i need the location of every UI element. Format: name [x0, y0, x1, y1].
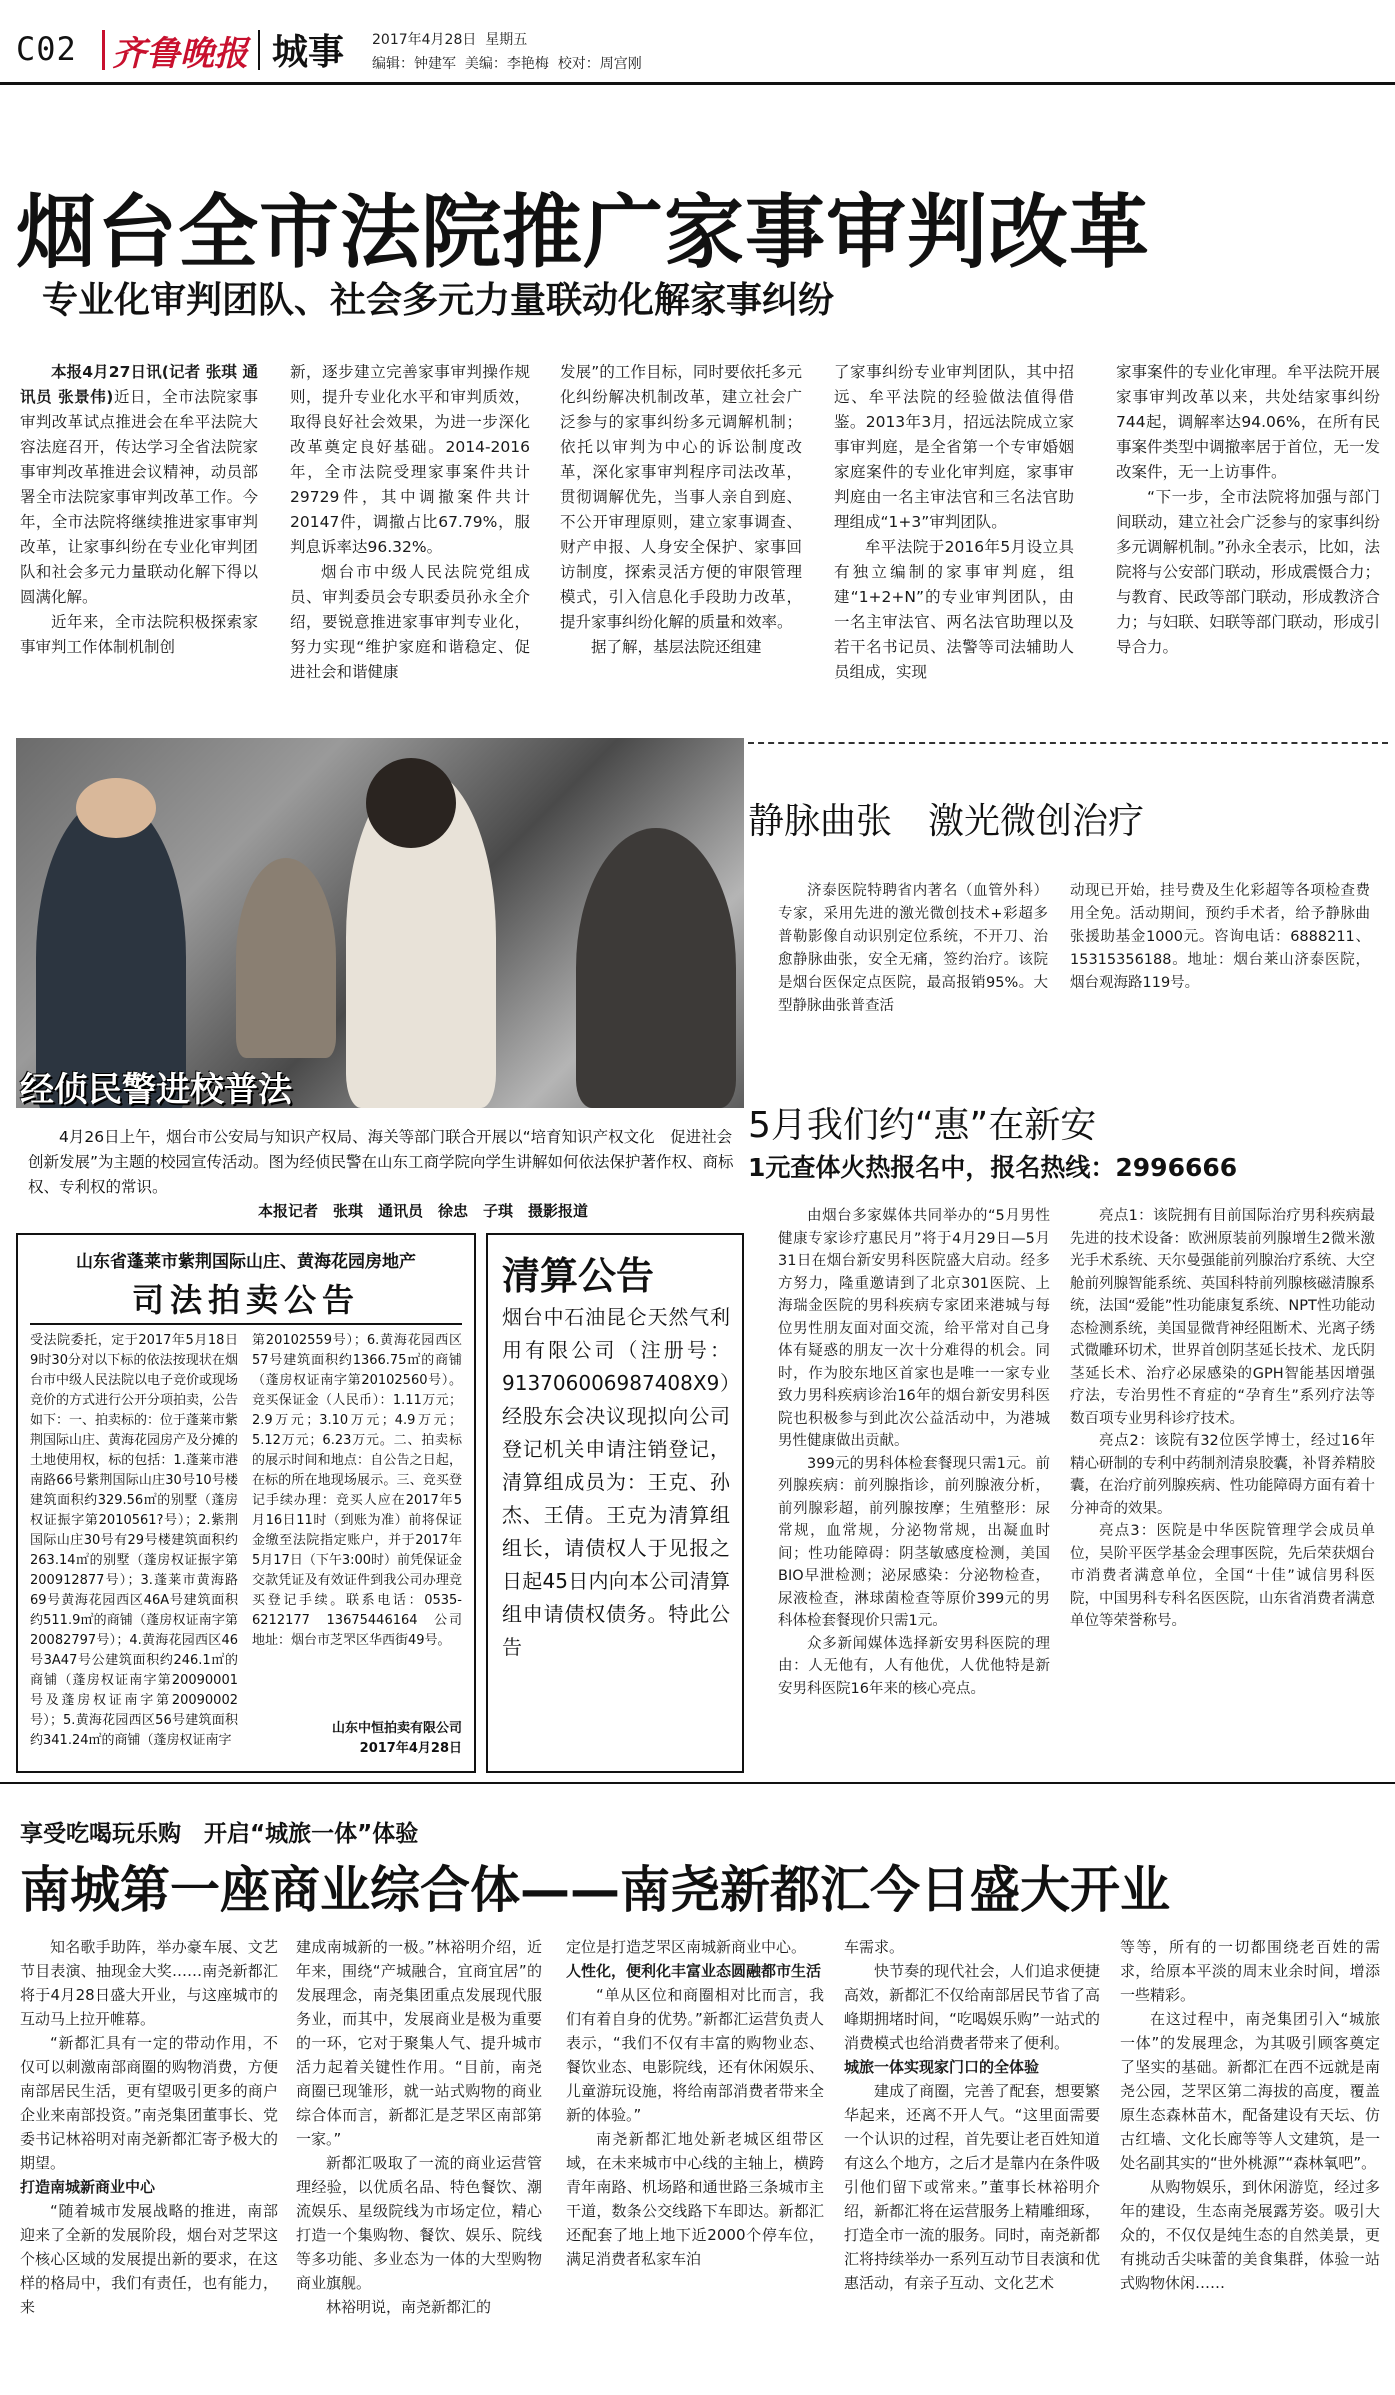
health-ad-col-1	[778, 1205, 1050, 1770]
article-text: 定位是打造芝罘区南城新商业中心。	[566, 1938, 807, 1956]
main-headline: 烟台全市法院推广家事审判改革	[16, 186, 1150, 279]
main-subhead: 专业化审判团队、社会多元力量联动化解家事纠纷	[42, 280, 835, 321]
issue-weekday: 星期五	[485, 32, 528, 48]
photo-figure	[366, 758, 456, 848]
ad-text: 动现已开始，挂号费及生化彩超等各项检查费用全免。活动期间，预约手术者，给予静脉曲张援助基金1000元。咨询电话：6888211、15315356188。地址：烟台莱山济泰医院，烟台观海路119号。	[1070, 883, 1370, 991]
ad-text: 亮点1：该院拥有目前国际治疗男科疾病最先进的技术设备：欧洲原装前列腺增生2微米激光手术系统、天尔曼强能前列腺治疗系统、大空舱前列腺智能系统、英国科特前列腺核磁清腺系统，法国“爱能”性功能康复系统、NPT性功能动态检测系统，美国显微背神经阻断术、光离子绣式微雕环切术，世界首创阴茎延长技术、龙氏阴茎延长术、治疗必尿感染的GPH智能基因增强疗法，专治男性不育症的“孕育生”系列疗法等数百项专业男科诊疗技术。	[1070, 1208, 1375, 1427]
auction-ad-title: 山东省蓬莱市紫荆国际山庄、黄海花园房地产	[76, 1252, 416, 1272]
mall-article-col-2	[296, 1935, 542, 2385]
photo-figure	[576, 828, 736, 1108]
mall-article-col-5	[1120, 1935, 1380, 2385]
article-text: 林裕明说，南尧新都汇的	[326, 2298, 492, 2316]
article-text: 建成了商圈，完善了配套，想要繁华起来，还离不开人气。“这里面需要一个认识的过程，首先要让老百姓知道有这么个地方，之后才是靠内在条件吸引他们留下或常来。”董事长林裕明介绍，新都汇将在运营服务上精雕细琢，打造全市一流的服务。同时，南尧新都汇将持续举办一系列互动节目表演和优惠活动，有亲子互动、文化艺术	[844, 2082, 1100, 2292]
auction-ad-signature	[252, 1719, 462, 1759]
article-text: 车需求。	[844, 1938, 905, 1956]
photo-figure	[76, 778, 156, 838]
newspaper-logo: 齐鲁晚报	[112, 34, 248, 74]
article-text: 近年来，全市法院积极探索家事审判工作体制机制创	[20, 613, 258, 656]
article-text: 建成南城新的一极。”林裕明介绍，近年来，围绕“产城融合，宜商宜居”的发展理念，南尧集团重点发展现代服务业，而其中，发展商业是极为重要的一环，它对于聚集人气、提升城市活力起着关键性作用。“目前，南尧商圈已现雏形，就一站式购物的商业综合体而言，新都汇是芝罘区南部第一家。”	[296, 1938, 542, 2148]
notice-title: 清算公告	[502, 1254, 655, 1298]
article-subheading: 打造南城新商业中心	[20, 2178, 156, 2196]
photo-figure	[236, 858, 336, 1058]
mall-headline: 南城第一座商业综合体——南尧新都汇今日盛大开业	[20, 1861, 1170, 1919]
article-text: 知名歌手助阵，举办豪车展、文艺节目表演、抽现金大奖……南尧新都汇将于4月28日盛大开业，与这座城市的互动马上拉开帷幕。	[20, 1938, 278, 2028]
notice-body: 烟台中石油昆仑天然气利用有限公司（注册号：913706006987408X9）经股东会决议现拟向公司登记机关申请注销登记，清算组成员为：王克、孙杰、王倩。王克为清算组组长，请债权人于见报之日起45日内向本公司清算组申请债权债务。特此公告	[502, 1305, 730, 1659]
photo-caption: 经侦民警进校普法	[20, 1070, 292, 1110]
health-ad-title: 5月我们约“惠”在新安	[748, 1105, 1097, 1146]
auction-ad-body-right: 第20102559号）；6.黄海花园西区57号建筑面积约1366.75㎡的商铺（蓬房权证南字第20102560号）。竞买保证金（人民币）：1.11万元；2.9万元；3.10万元；4.9万元；5.12万元；6.23万元。二、拍卖标的展示时间和地点：自公告之日起，在标的所在地现场展示。三、竞买登记手续办理：竞买人应在2017年5月16日11时（到账为准）前将保证金缴至法院指定账户，并于2017年5月17日（下午3:00时）前凭保证金交款凭证及有效证件到我公司办理竞买登记手续。联系电话：0535-6212177 13675446164 公司地址：烟台市芝罘区华西街49号。	[252, 1333, 462, 1648]
header-meta	[372, 28, 642, 76]
main-article-col-2	[290, 360, 530, 730]
main-article-col-5	[1116, 360, 1380, 730]
article-text: 烟台市中级人民法院党组成员、审判委员会专职委员孙永全介绍，要锐意推进家事审判专业化，努力实现“维护家庭和谐稳定、促进社会和谐健康	[290, 563, 530, 681]
mall-article-col-3	[566, 1935, 824, 2385]
article-text: 快节奏的现代社会，人们追求便捷高效，新都汇不仅给南部居民节省了高峰期拥堵时间，“吃喝娱乐购”一站式的消费模式也给消费者带来了便利。	[844, 1962, 1100, 2052]
article-text: 近日，全市法院家事审判改革试点推进会在牟平法院大容法庭召开，传达学习全省法院家事审判改革推进会议精神，动员部署全市法院家事审判改革工作。今年，全市法院将继续推进家事审判改革，让家事纠纷在专业化审判团队和社会多元力量联动化解下得以圆满化解。	[20, 388, 258, 606]
mall-article-col-4	[844, 1935, 1100, 2385]
ad-text: 399元的男科体检套餐现只需1元。前列腺疾病：前列腺指诊，前列腺液分析，前列腺彩超，前列腺按摩；生殖整形：尿常规，血常规，分泌物常规，出凝血时间；性功能障碍：阴茎敏感度检测，美国BIO早泄检测；泌尿感染：分泌物检查，尿液检查，淋球菌检查等原价399元的男科体检套餐现价只需1元。	[778, 1455, 1050, 1629]
article-text: “下一步，全市法院将加强与部门间联动，建立社会广泛参与的家事纠纷多元调解机制。”孙永全表示，比如，法院将与公安部门联动，形成震慑合力；与教育、民政等部门联动，形成教济合力；与妇联、妇联等部门联动，形成引导合力。	[1116, 488, 1380, 656]
article-text: 从购物娱乐，到休闲游览，经过多年的建设，生态南尧展露芳姿。吸引大众的，不仅仅是纯生态的自然美景，更有挑动舌尖味蕾的美食集群，体验一站式购物休闲……	[1120, 2178, 1380, 2292]
auction-ad-rule	[30, 1323, 462, 1325]
article-subheading: 城旅一体实现家门口的全体验	[844, 2058, 1040, 2076]
article-text: 在这过程中，南尧集团引入“城旅一体”的发展理念，为其吸引顾客奠定了坚实的基础。新都汇在西不远就是南尧公园，芝罘区第二海拔的高度，覆盖原生态森林苗木，配备建设有天坛、仿古红墙、文化长廊等等人文建筑，是一处名副其实的“世外桃源”“森林氧吧”。	[1120, 2010, 1380, 2172]
article-text: 新，逐步建立完善家事审判操作规则，提升专业化水平和审判质效，取得良好社会效果，为进一步深化改革奠定良好基础。2014-2016年，全市法院受理家事案件共计29729件，其中调撤案件共计20147件，调撤占比67.79%，服判息诉率达96.32%。	[290, 363, 530, 556]
article-text: “随着城市发展战略的推进，南部迎来了全新的发展阶段，烟台对芝罘这个核心区域的发展提出新的要求，在这样的格局中，我们有责任，也有能力，来	[20, 2202, 278, 2316]
article-text: 新都汇吸取了一流的商业运营管理经验，以优质名品、特色餐饮、潮流娱乐、星级院线为市场定位，精心打造一个集购物、餐饮、娱乐、院线等多功能、多业态为一体的大型购物商业旗舰。	[296, 2154, 542, 2292]
article-text: 家事案件的专业化审理。牟平法院开展家事审判改革以来，共处结家事纠纷744起，调解率达94.06%，在所有民事案件类型中调撤率居于首位，无一发改案件，无一上访事件。	[1116, 363, 1380, 481]
ad-text: 由烟台多家媒体共同举办的“5月男性健康专家诊疗惠民月”将于4月29日—5月31日在烟台新安男科医院盛大启动。经多方努力，隆重邀请到了北京301医院、上海瑞金医院的男科疾病专家团来港城与每位男性朋友面对面交流，给平常对自己身体有疑惑的朋友一次十分难得的机会。同时，作为胶东地区首家也是唯一一家专业致力男科疾病诊治16年的烟台新安男科医院也积极参与到此次公益活动中，为港城男性健康做出贡献。	[778, 1208, 1050, 1449]
main-article-col-1	[20, 360, 258, 730]
liquidation-notice	[486, 1233, 744, 1773]
mall-kicker: 享受吃喝玩乐购 开启“城旅一体”体验	[20, 1821, 419, 1847]
vein-ad-col-1	[778, 880, 1048, 1020]
ad-text: 亮点3：医院是中华医院管理学会成员单位，吴阶平医学基金会理事医院，先后荣获烟台市消费者满意单位，全国“十佳”诚信男科医院，中国男科专科名医医院，山东省消费者满意单位等荣誉称号。	[1070, 1523, 1375, 1629]
proofreader-credit: 校对：周宫刚	[557, 56, 642, 72]
section-divider	[748, 742, 1388, 744]
article-text: 了家事纠纷专业审判团队，其中招远、牟平法院的经验做法值得借鉴。2013年3月，招远法院成立家事审判庭，是全省第一个专审婚姻家庭案件的专业化审判庭，家事审判庭由一名主审法官和三名法官助理组成“1+3”审判团队。	[834, 363, 1074, 531]
article-subheading: 人性化，便利化丰富业态圆融都市生活	[566, 1962, 822, 1980]
article-text: 据了解，基层法院还组建	[591, 638, 762, 656]
header-divider-2	[258, 30, 260, 70]
article-text: 发展”的工作目标，同时要依托多元化纠纷解决机制改革，建立社会广泛参与的家事纠纷多元调解机制；依托以审判为中心的诉讼制度改革，深化家事审判程序司法改革，贯彻调解优先，当事人亲自到庭、不公开审理原则，建立家事调查、财产申报、人身安全保护、家事回访制度，探索灵活方便的审限管理模式，引入信息化手段助力改革，提升家事纠纷化解的质量和效率。	[560, 363, 802, 631]
ad-text: 众多新闻媒体选择新安男科医院的理由：人无他有，人有他优，人优他特是新安男科医院16年来的核心亮点。	[778, 1635, 1050, 1697]
auction-ad-company: 山东中恒拍卖有限公司	[331, 1721, 462, 1736]
main-article-col-3	[560, 360, 802, 730]
health-ad-subtitle: 1元查体火热报名中，报名热线：2996666	[748, 1153, 1238, 1182]
auction-ad-heading: 司法拍卖公告	[131, 1281, 360, 1319]
mall-article-col-1	[20, 1935, 278, 2385]
vein-ad-title: 静脉曲张 激光微创治疗	[748, 801, 1145, 842]
editor-credit: 编辑：钟建军	[372, 56, 456, 72]
section-divider	[0, 1782, 1395, 1784]
news-photo	[16, 738, 744, 1108]
auction-ad-body-left: 受法院委托，定于2017年5月18日9时30分对以下标的依法按现状在烟台市中级人民法院以电子竞价或现场竞价的方式进行公开分项拍卖，公告如下：一、拍卖标的：位于蓬莱市紫荆国际山庄、黄海花园房产及分摊的土地使用权，标的包括：1.蓬莱市港南路66号紫荆国际山庄30号10号楼建筑面积约329.56㎡的别墅（蓬房权证振字第2010561?号）；2.紫荆国际山庄30号有29号楼建筑面积约263.14㎡的别墅（蓬房权证振字第200912877号）；3.蓬莱市黄海路69号黄海花园西区46A号建筑面积约511.9㎡的商铺（蓬房权证南字第20082797号）；4.黄海花园西区46号3A47号公建筑面积约246.1㎡的商铺（蓬房权证南字第20090001号及蓬房权证南字第20090002号）；5.黄海花园西区56号建筑面积约341.24㎡的商铺（蓬房权证南字	[30, 1333, 238, 1748]
article-lead: 本报4月27日讯(记者 张琪 通讯员 张景伟)	[20, 363, 258, 406]
article-text: “单从区位和商圈相对比而言，我们有着自身的优势。”新都汇运营负责人表示，“我们不仅有丰富的购物业态、餐饮业态、电影院线，还有休闲娱乐、儿童游玩设施，将给南部消费者带来全新的体验。”	[566, 1986, 824, 2124]
ad-text: 亮点2：该院有32位医学博士，经过16年精心研制的专利中药制剂清泉胶囊，补肾养精胶囊，在治疗前列腺疾病、性功能障碍方面有着十分神奇的效果。	[1070, 1433, 1375, 1517]
art-editor-credit: 美编：李艳梅	[464, 56, 549, 72]
photo-description: 4月26日上午，烟台市公安局与知识产权局、海关等部门联合开展以“培育知识产权文化 促进社会创新发展”为主题的校园宣传活动。图为经侦民警在山东工商学院向学生讲解如何依法保护著作权、商标权、专利权的常识。	[28, 1128, 734, 1196]
section-name: 城事	[272, 32, 345, 73]
header-rule	[0, 82, 1395, 85]
ad-text: 济泰医院特聘省内著名（血管外科）专家，采用先进的激光微创技术+彩超多普勒影像自动识别定位系统，不开刀、治愈静脉曲张，安全无痛，签约治疗。该院是烟台医保定点医院，最高报销95%。大型静脉曲张普查活	[778, 883, 1048, 1014]
main-article-col-4	[834, 360, 1074, 730]
article-text: 牟平法院于2016年5月设立具有独立编制的家事审判庭，组建“1+2+N”的专业审判团队，由一名主审法官、两名法官助理以及若干名书记员、法警等司法辅助人员组成，实现	[834, 538, 1074, 681]
health-ad-col-2	[1070, 1205, 1375, 1770]
article-text: “新都汇具有一定的带动作用，不仅可以刺激南部商圈的购物消费，方便南部居民生活，更有望吸引更多的商户企业来南部投资。”南尧集团董事长、党委书记林裕明对南尧新都汇寄予极大的期望。	[20, 2034, 278, 2172]
article-text: 等等，所有的一切都围绕老百姓的需求，给原本平淡的周末业余时间，增添一些精彩。	[1120, 1938, 1380, 2004]
photo-credit: 本报记者 张琪 通讯员 徐忠 子琪 摄影报道	[258, 1202, 589, 1220]
header-divider	[102, 30, 105, 70]
page-code: C02	[16, 30, 77, 68]
article-text: 南尧新都汇地处新老城区组带区域，在未来城市中心线的主轴上，横跨青年南路、机场路和通世路三条城市主干道，数条公交线路下车即达。新都汇还配套了地上地下近2000个停车位，满足消费者私家车泊	[566, 2130, 824, 2268]
vein-ad-col-2	[1070, 880, 1370, 1020]
auction-ad	[16, 1233, 476, 1773]
auction-ad-date: 2017年4月28日	[359, 1741, 462, 1756]
issue-date: 2017年4月28日	[372, 32, 477, 48]
